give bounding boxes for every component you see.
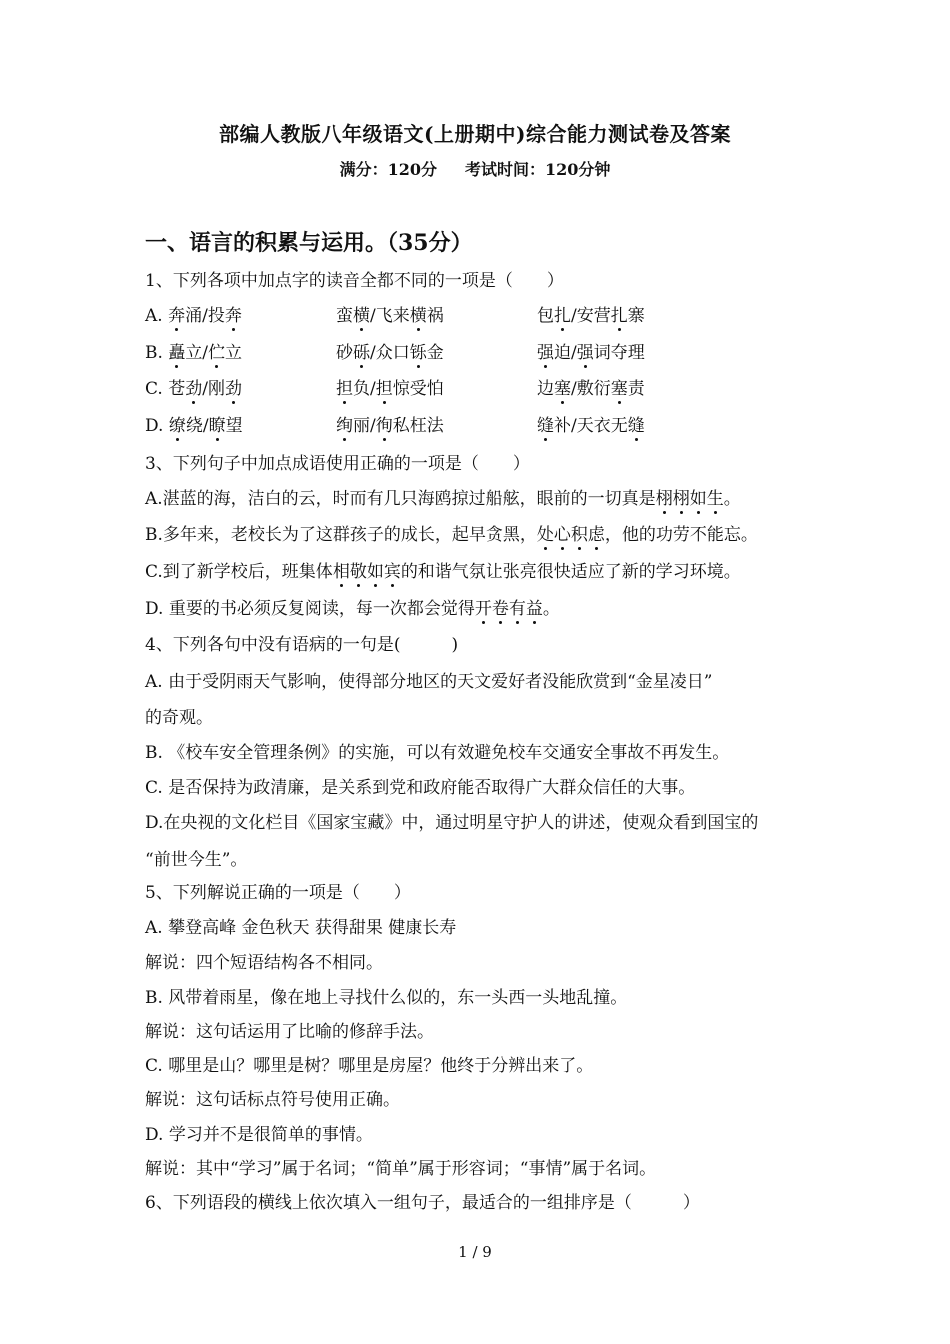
question-5-line: A. 攀登高峰 金色秋天 获得甜果 健康长寿 [145, 918, 457, 938]
dotted-char: 铄 [410, 338, 427, 363]
text-segment: 立 [225, 343, 243, 363]
option-label: B. [145, 343, 169, 363]
text-segment: 。 [723, 489, 741, 509]
dotted-char: 积 [571, 520, 588, 545]
question-4-line: 的奇观。 [145, 708, 213, 728]
question-1-option-cell [145, 374, 242, 399]
question-3-option [145, 557, 741, 582]
dotted-char: 徇 [376, 411, 393, 436]
dotted-char: 敬 [350, 557, 367, 582]
question-3-stem: 3、下列句子中加点成语使用正确的一项是（ ） [145, 454, 530, 474]
question-5-line: 解说：四个短语结构各不相同。 [145, 953, 383, 973]
dotted-char: 如 [690, 484, 707, 509]
question-1-option-cell [336, 374, 444, 399]
dotted-char: 生 [707, 484, 724, 509]
dotted-char: 瞭 [209, 411, 226, 436]
dotted-char: 横 [410, 301, 427, 326]
question-4-line: B. 《校车安全管理条例》的实施，可以有效避免校车交通安全事故不再发生。 [145, 743, 730, 763]
dotted-char: 相 [333, 557, 350, 582]
question-5-line: 解说：这句话标点符号使用正确。 [145, 1090, 400, 1110]
text-segment: /安营 [571, 306, 611, 326]
text-segment: 责 [627, 379, 645, 399]
question-6-stem: 6、下列语段的横线上依次填入一组句子，最适合的一组排序是（ ） [145, 1193, 700, 1213]
question-1-option-cell [336, 301, 444, 326]
text-segment: 金 [426, 343, 444, 363]
option-label: C. [145, 379, 169, 399]
text-segment: 绕/ [185, 416, 209, 436]
text-segment: 涌/投 [185, 306, 225, 326]
text-segment: 蛮 [336, 306, 353, 326]
dotted-char: 奔 [168, 301, 185, 326]
text-segment: 苍 [168, 379, 186, 399]
text-segment: A.湛蓝的海，洁白的云，时而有几只海鸥掠过船舷，眼前的一切真是 [145, 489, 656, 509]
dotted-char: 如 [367, 557, 384, 582]
question-1-option-cell [145, 338, 242, 363]
question-1-option-cell [336, 338, 444, 363]
exam-time: 考试时间：120分钟 [465, 160, 611, 179]
text-segment: 砂 [336, 343, 353, 363]
text-segment: /刚 [202, 379, 225, 399]
text-segment: 包 [537, 306, 554, 326]
question-1-option-cell [537, 301, 645, 326]
full-score: 满分：120分 [339, 160, 437, 179]
dotted-char: 栩 [673, 484, 690, 509]
exam-info [0, 157, 950, 180]
dotted-char: 砾 [353, 338, 370, 363]
question-1-option-cell [537, 374, 645, 399]
dotted-char: 奔 [225, 301, 242, 326]
dotted-char: 开 [475, 594, 492, 619]
text-segment: /飞来 [370, 306, 410, 326]
question-1-option-cell [537, 338, 645, 363]
dotted-char: 扎 [554, 301, 571, 326]
dotted-char: 缭 [169, 411, 186, 436]
question-4-line: C. 是否保持为政清廉，是关系到党和政府能否取得广大群众信任的大事。 [145, 778, 696, 798]
text-segment: /众口 [370, 343, 410, 363]
dotted-char: 强 [537, 338, 554, 363]
dotted-char: 塞 [554, 374, 571, 399]
dotted-char: 担 [376, 374, 393, 399]
text-segment: 立/ [185, 343, 209, 363]
question-3-option [145, 594, 560, 619]
dotted-char: 心 [554, 520, 571, 545]
question-5-line: D. 学习并不是很简单的事情。 [145, 1125, 373, 1145]
dotted-char: 矗 [168, 338, 185, 363]
text-segment: 边 [537, 379, 554, 399]
text-segment: 词夺理 [593, 343, 645, 363]
question-1-option-cell [145, 411, 243, 436]
dotted-char: 伫 [208, 338, 225, 363]
text-segment: 惊受怕 [392, 379, 444, 399]
text-segment: /敷衍 [571, 379, 611, 399]
dotted-char: 劲 [225, 374, 242, 399]
text-segment: 祸 [426, 306, 444, 326]
question-4-stem: 4、下列各句中没有语病的一句是( ) [145, 635, 459, 655]
dotted-char: 塞 [611, 374, 628, 399]
dotted-char: 缝 [537, 411, 554, 436]
text-segment: 补/天衣无 [554, 416, 628, 436]
question-5-line: B. 风带着雨星，像在地上寻找什么似的，东一头西一头地乱撞。 [145, 988, 628, 1008]
question-4-line: “前世今生”。 [145, 850, 248, 870]
option-label: D. [145, 416, 169, 436]
text-segment: C.到了新学校后，班集体 [145, 562, 333, 582]
dotted-char: 处 [537, 520, 554, 545]
question-1-option-cell [537, 411, 645, 436]
option-label: A. [145, 306, 169, 326]
text-segment: D. 重要的书必须反复阅读，每一次都会觉得 [145, 599, 475, 619]
dotted-char: 宾 [384, 557, 401, 582]
question-3-option [145, 484, 741, 509]
question-3-option [145, 520, 758, 545]
question-1-option-cell [336, 411, 444, 436]
question-1-option-cell [145, 301, 242, 326]
question-5-line: C. 哪里是山？哪里是树？哪里是房屋？他终于分辨出来了。 [145, 1056, 594, 1076]
dotted-char: 扎 [611, 301, 628, 326]
question-4-line: A. 由于受阴雨天气影响，使得部分地区的天文爱好者没能欣赏到“金星凌日” [145, 672, 713, 692]
dotted-char: 卷 [492, 594, 509, 619]
dotted-char: 虑 [588, 520, 605, 545]
question-4-line: D.在央视的文化栏目《国家宝藏》中，通过明星守护人的讲述，使观众看到国宝的 [145, 813, 759, 833]
text-segment: 迫/ [554, 343, 577, 363]
dotted-char: 益 [526, 594, 543, 619]
question-5-stem: 5、下列解说正确的一项是（ ） [145, 883, 411, 903]
text-segment: 负/ [353, 379, 376, 399]
text-segment: ，他的功劳不能忘。 [604, 525, 758, 545]
section-heading-1: 一、语言的积累与运用。（35分） [145, 230, 473, 256]
dotted-char: 栩 [656, 484, 673, 509]
question-1-stem: 1、下列各项中加点字的读音全都不同的一项是（ ） [145, 271, 564, 291]
text-segment: 。 [542, 599, 560, 619]
page-number: 1 / 9 [458, 1243, 492, 1261]
page-title: 部编人教版八年级语文(上册期中)综合能力测试卷及答案 [219, 122, 731, 146]
text-segment: 寨 [627, 306, 645, 326]
dotted-char: 担 [336, 374, 353, 399]
text-segment: B.多年来，老校长为了这群孩子的成长，起早贪黑， [145, 525, 537, 545]
text-segment: 丽/ [353, 416, 376, 436]
dotted-char: 劲 [185, 374, 202, 399]
text-segment: 的和谐气氛让张亮很快适应了新的学习环境。 [400, 562, 741, 582]
question-5-line: 解说：其中“学习”属于名词；“简单”属于形容词；“事情”属于名词。 [145, 1159, 657, 1179]
text-segment: 望 [225, 416, 243, 436]
question-5-line: 解说：这句话运用了比喻的修辞手法。 [145, 1022, 434, 1042]
dotted-char: 绚 [336, 411, 353, 436]
dotted-char: 有 [509, 594, 526, 619]
dotted-char: 强 [577, 338, 594, 363]
dotted-char: 横 [353, 301, 370, 326]
text-segment: 私枉法 [392, 416, 444, 436]
dotted-char: 缝 [628, 411, 645, 436]
